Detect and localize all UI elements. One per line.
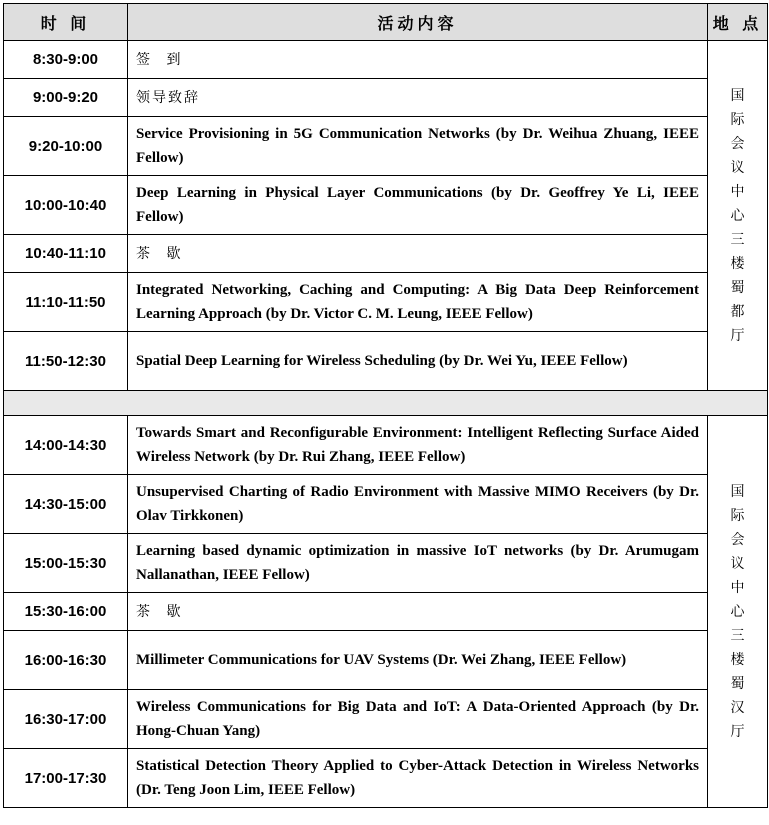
schedule-row [4, 416, 768, 475]
activity-cell: Learning based dynamic optimization in massive IoT networks (by Dr. Arumugam Nallanathan, IEEE Fellow) [128, 534, 708, 593]
lunch-gap [4, 391, 768, 416]
header-row [4, 4, 768, 41]
schedule-row [4, 273, 768, 332]
schedule-row [4, 690, 768, 749]
time-cell: 10:40-11:10 [4, 235, 128, 273]
time-cell: 17:00-17:30 [4, 749, 128, 808]
schedule-row [4, 332, 768, 391]
time-cell: 10:00-10:40 [4, 176, 128, 235]
schedule-row [4, 79, 768, 117]
activity-cell: 领导致辞 [128, 79, 708, 117]
time-cell: 14:00-14:30 [4, 416, 128, 475]
schedule-row [4, 534, 768, 593]
schedule-row [4, 176, 768, 235]
schedule-row [4, 749, 768, 808]
schedule-row [4, 475, 768, 534]
schedule-row [4, 41, 768, 79]
header-location: 地 点 [708, 4, 768, 41]
time-cell: 15:00-15:30 [4, 534, 128, 593]
time-cell: 9:20-10:00 [4, 117, 128, 176]
location-cell-morning [708, 41, 768, 391]
time-cell: 15:30-16:00 [4, 593, 128, 631]
time-cell: 11:10-11:50 [4, 273, 128, 332]
schedule-table [3, 3, 768, 808]
schedule-row [4, 117, 768, 176]
lunch-gap-row [4, 391, 768, 416]
activity-cell: Unsupervised Charting of Radio Environment with Massive MIMO Receivers (by Dr. Olav Tirkkonen) [128, 475, 708, 534]
activity-cell: Integrated Networking, Caching and Computing: A Big Data Deep Reinforcement Learning Approach (by Dr. Victor C. M. Leung, IEEE Fellow) [128, 273, 708, 332]
activity-cell: Deep Learning in Physical Layer Communications (by Dr. Geoffrey Ye Li, IEEE Fellow) [128, 176, 708, 235]
schedule-row [4, 631, 768, 690]
time-cell: 8:30-9:00 [4, 41, 128, 79]
location-vertical-text: 国 际 会 议 中 心 三 楼 蜀 汉 厅 [730, 483, 745, 740]
activity-cell: Service Provisioning in 5G Communication Networks (by Dr. Weihua Zhuang, IEEE Fellow) [128, 117, 708, 176]
activity-cell: 签 到 [128, 41, 708, 79]
activity-cell: 茶 歇 [128, 593, 708, 631]
header-activity: 活动内容 [128, 4, 708, 41]
location-vertical-text: 国 际 会 议 中 心 三 楼 蜀 都 厅 [730, 87, 745, 344]
activity-cell: Towards Smart and Reconfigurable Environment: Intelligent Reflecting Surface Aided Wireless Network (by Dr. Rui Zhang, IEEE Fellow) [128, 416, 708, 475]
time-cell: 16:30-17:00 [4, 690, 128, 749]
time-cell: 9:00-9:20 [4, 79, 128, 117]
activity-cell: Spatial Deep Learning for Wireless Scheduling (by Dr. Wei Yu, IEEE Fellow) [128, 332, 708, 391]
activity-cell: Millimeter Communications for UAV Systems (Dr. Wei Zhang, IEEE Fellow) [128, 631, 708, 690]
time-cell: 16:00-16:30 [4, 631, 128, 690]
header-time: 时 间 [4, 4, 128, 41]
schedule-row [4, 235, 768, 273]
activity-cell: 茶 歇 [128, 235, 708, 273]
time-cell: 11:50-12:30 [4, 332, 128, 391]
time-cell: 14:30-15:00 [4, 475, 128, 534]
schedule-row [4, 593, 768, 631]
activity-cell: Wireless Communications for Big Data and IoT: A Data-Oriented Approach (by Dr. Hong-Chuan Yang) [128, 690, 708, 749]
activity-cell: Statistical Detection Theory Applied to Cyber-Attack Detection in Wireless Networks (Dr. Teng Joon Lim, IEEE Fellow) [128, 749, 708, 808]
location-cell-afternoon [708, 416, 768, 808]
